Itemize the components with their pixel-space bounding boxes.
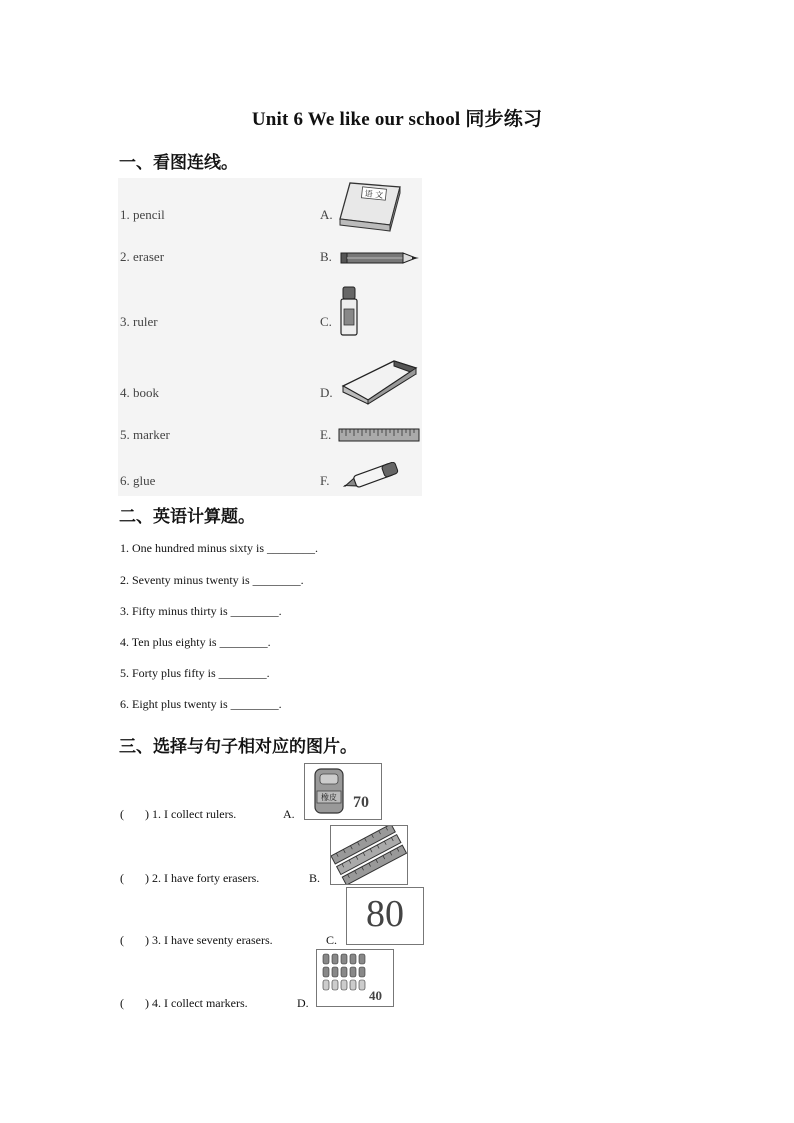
calc-item-1: 1. One hundred minus sixty is ________.	[120, 541, 318, 555]
calc-item-4: 4. Ten plus eighty is ________.	[120, 635, 271, 649]
match-letter-e: E.	[320, 427, 332, 442]
marker-icon	[340, 462, 404, 490]
book-icon	[338, 179, 404, 233]
match-word-1: 1. pencil	[120, 207, 165, 222]
calc-item-2: 2. Seventy minus twenty is ________.	[120, 573, 304, 587]
paren-close: )	[145, 996, 149, 1010]
image-d-number: 40	[369, 988, 382, 1003]
sentence-4: 4. I collect markers.	[152, 996, 248, 1010]
option-letter-d: D.	[297, 996, 309, 1010]
eraser-box-icon	[305, 764, 381, 819]
image-a-erasers-70	[304, 763, 382, 820]
page-title: Unit 6 We like our school 同步练习	[251, 109, 543, 130]
rulers-icon	[331, 826, 407, 884]
match-letter-f: F.	[320, 473, 330, 488]
calc-item-5: 5. Forty plus fifty is ________.	[120, 666, 270, 680]
pencil-icon	[340, 250, 422, 266]
paren-open: (	[120, 996, 124, 1010]
paren-close: )	[145, 807, 149, 821]
match-letter-c: C.	[320, 314, 332, 329]
match-word-2: 2. eraser	[120, 249, 165, 264]
calc-item-3: 3. Fifty minus thirty is ________.	[120, 604, 282, 618]
section1-heading: 一、看图连线。	[119, 153, 238, 172]
section2-heading: 二、英语计算题。	[119, 507, 255, 526]
match-letter-b: B.	[320, 249, 332, 264]
paren-close: )	[145, 933, 149, 947]
glue-stick-icon	[338, 285, 360, 339]
choice-row-2	[120, 871, 259, 886]
image-c-number-80	[346, 887, 424, 945]
paren-open: (	[120, 871, 124, 885]
paren-open: (	[120, 807, 124, 821]
match-word-4: 4. book	[120, 385, 159, 400]
match-letter-d: D.	[320, 385, 333, 400]
sentence-2: 2. I have forty erasers.	[152, 871, 260, 885]
eraser-label: 橡皮	[321, 793, 337, 802]
eraser-icon	[340, 356, 418, 406]
match-word-6: 6. glue	[120, 473, 156, 488]
image-d-markers-40	[316, 949, 394, 1007]
ruler-icon	[338, 427, 420, 443]
calc-item-6: 6. Eight plus twenty is ________.	[120, 697, 282, 711]
image-c-number: 80	[366, 893, 404, 935]
match-letter-a: A.	[320, 207, 333, 222]
sentence-3: 3. I have seventy erasers.	[152, 933, 273, 947]
sentence-1: 1. I collect rulers.	[152, 807, 237, 821]
paren-close: )	[145, 871, 149, 885]
section3-heading: 三、选择与句子相对应的图片。	[119, 737, 357, 756]
option-letter-b: B.	[309, 871, 321, 885]
choice-row-3	[120, 933, 273, 948]
option-letter-c: C.	[326, 933, 338, 947]
option-letter-a: A.	[283, 807, 295, 821]
image-a-number: 70	[353, 794, 369, 811]
match-word-5: 5. marker	[120, 427, 170, 442]
choice-row-4	[120, 996, 248, 1011]
choice-row-1	[120, 807, 236, 822]
image-b-rulers	[330, 825, 408, 885]
paren-open: (	[120, 933, 124, 947]
book-cover-text: 语 文	[364, 189, 384, 200]
match-word-3: 3. ruler	[120, 314, 158, 329]
